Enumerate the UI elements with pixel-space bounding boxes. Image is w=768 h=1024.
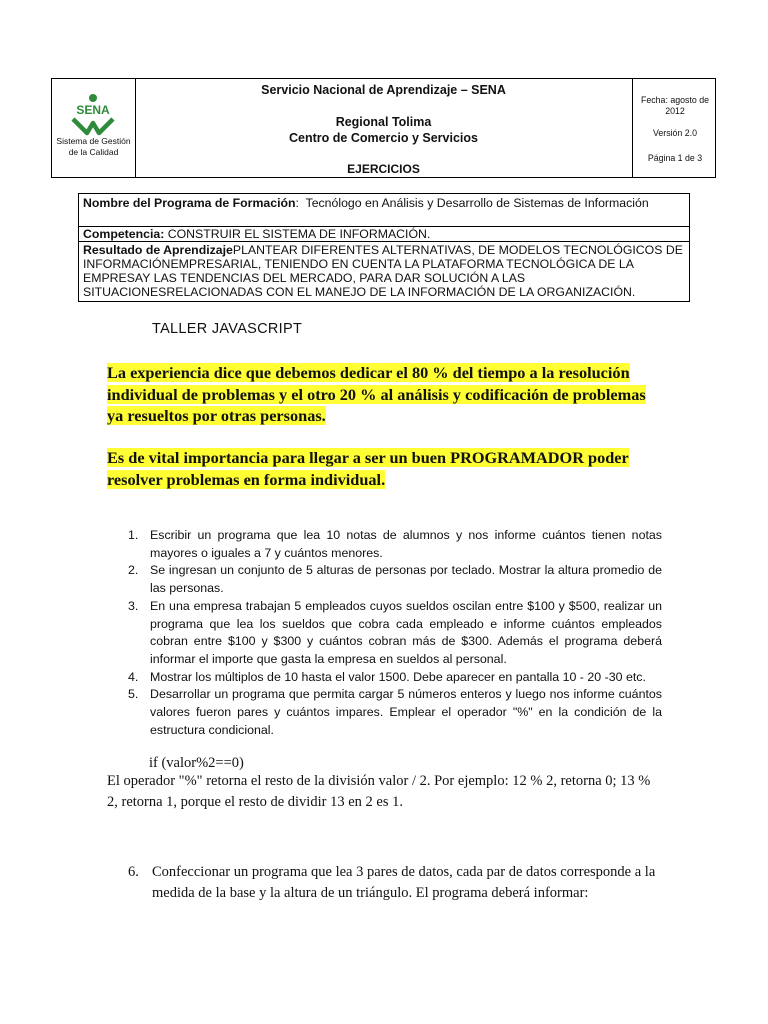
item-text: Confeccionar un programa que lea 3 pares de datos, cada par de datos corresponde a la medida de la base y la altura de un triángulo. El programa deberá informar:	[152, 864, 656, 901]
center-name: Centro de Comercio y Servicios	[289, 131, 478, 145]
program-info-table	[78, 193, 690, 302]
document-version: Versión 2.0	[652, 128, 697, 138]
program-value: Tecnólogo en Análisis y Desarrollo de Sistemas de Información	[305, 196, 649, 210]
code-example: if (valor%2==0)	[149, 755, 244, 771]
sena-logo-icon	[69, 93, 117, 137]
system-label: Sistema de Gestión de la Calidad	[56, 136, 131, 157]
competence-label: Competencia:	[83, 227, 165, 241]
result-label: Resultado de Aprendizaje	[83, 243, 233, 257]
list-item	[128, 598, 662, 669]
list-item	[128, 562, 662, 597]
list-item	[128, 669, 662, 687]
page-indicator: Página 1 de 3	[647, 153, 703, 163]
competence-value: CONSTRUIR EL SISTEMA DE INFORMACIÓN.	[167, 227, 431, 241]
item-text: Mostrar los múltiplos de 10 hasta el valor 1500. Debe aparecer en pantalla 10 - 20 -30 etc.	[150, 669, 646, 684]
regional-name: Regional Tolima	[335, 115, 432, 129]
meta-cell	[632, 79, 717, 177]
item-number: 6.	[128, 864, 139, 880]
item-number: 4.	[128, 669, 139, 684]
item-number: 5.	[128, 687, 139, 702]
item-text: Desarrollar un programa que permita cargar 5 números enteros y luego nos informe cuántos valores fueron pares y cuántos impares. Emplear el operador "%" en la condición de la estructura condicional.	[150, 687, 662, 737]
svg-text:SENA: SENA	[76, 103, 110, 117]
result-value: PLANTEAR DIFERENTES ALTERNATIVAS, DE MODELOS TECNOLÓGICOS DE INFORMACIÓNEMPRESARIAL, TENIENDO EN CUENTA LA PLATAFORMA TECNOLÓGICA DE LA EMPRESAY LAS TENDENCIAS DEL MERCADO, PARA DAR SOLUCIÓN A LAS SITUACIONESRELACIONADAS CON EL MANEJO DE LA INFORMACIÓN DE LA ORGANIZACIÓN.	[83, 243, 683, 299]
list-item	[128, 527, 662, 562]
highlighted-text: Es de vital importancia para llegar a ser un buen PROGRAMADOR poder resolver problemas en forma individual.	[107, 448, 629, 489]
item-text: Se ingresan un conjunto de 5 alturas de personas por teclado. Mostrar la altura promedio de las personas.	[150, 563, 662, 596]
intro-paragraph	[107, 362, 663, 427]
exercise-list	[128, 527, 662, 739]
highlighted-text: La experiencia dice que debemos dedicar el 80 % del tiempo a la resolución individual de problemas y el otro 20 % al análisis y codificación de problemas ya resueltos por otras personas.	[107, 363, 646, 425]
item-number: 3.	[128, 598, 139, 613]
list-item	[128, 686, 662, 739]
document-date: Fecha: agosto de 2012	[641, 95, 709, 116]
program-row: Nombre del Programa de Formación: Tecnólogo en Análisis y Desarrollo de Sistemas de Información	[79, 194, 689, 227]
document-header-table	[51, 78, 716, 178]
item-number: 2.	[128, 563, 139, 578]
competence-row	[79, 227, 689, 242]
item-number: 1.	[128, 528, 139, 542]
logo-cell	[52, 79, 136, 177]
list-item-6	[128, 862, 668, 904]
program-label: Nombre del Programa de Formación	[83, 196, 296, 210]
document-type: EJERCICIOS	[347, 162, 420, 176]
item-text: En una empresa trabajan 5 empleados cuyos sueldos oscilan entre $100 y $500, realizar un programa que lea los sueldos que cobra cada empleado e informe cuántos empleados cobran entre $100 y $300 y cuántos cobran más de $300. Además el programa deberá informar el importe que gasta la empresa en sueldos al personal.	[150, 598, 662, 666]
result-row	[79, 242, 689, 301]
modulo-note: El operador "%" retorna el resto de la división valor / 2. Por ejemplo: 12 % 2, retorna 0; 13 % 2, retorna 1, porque el resto de dividir 13 en 2 es 1.	[107, 773, 651, 810]
item-text: Escribir un programa que lea 10 notas de alumnos y nos informe cuántos tienen notas mayores o iguales a 7 y cuántos menores.	[150, 528, 662, 560]
org-name: Servicio Nacional de Aprendizaje – SENA	[261, 83, 506, 97]
workshop-title: TALLER JAVASCRIPT	[152, 321, 303, 337]
importance-paragraph	[107, 447, 663, 490]
